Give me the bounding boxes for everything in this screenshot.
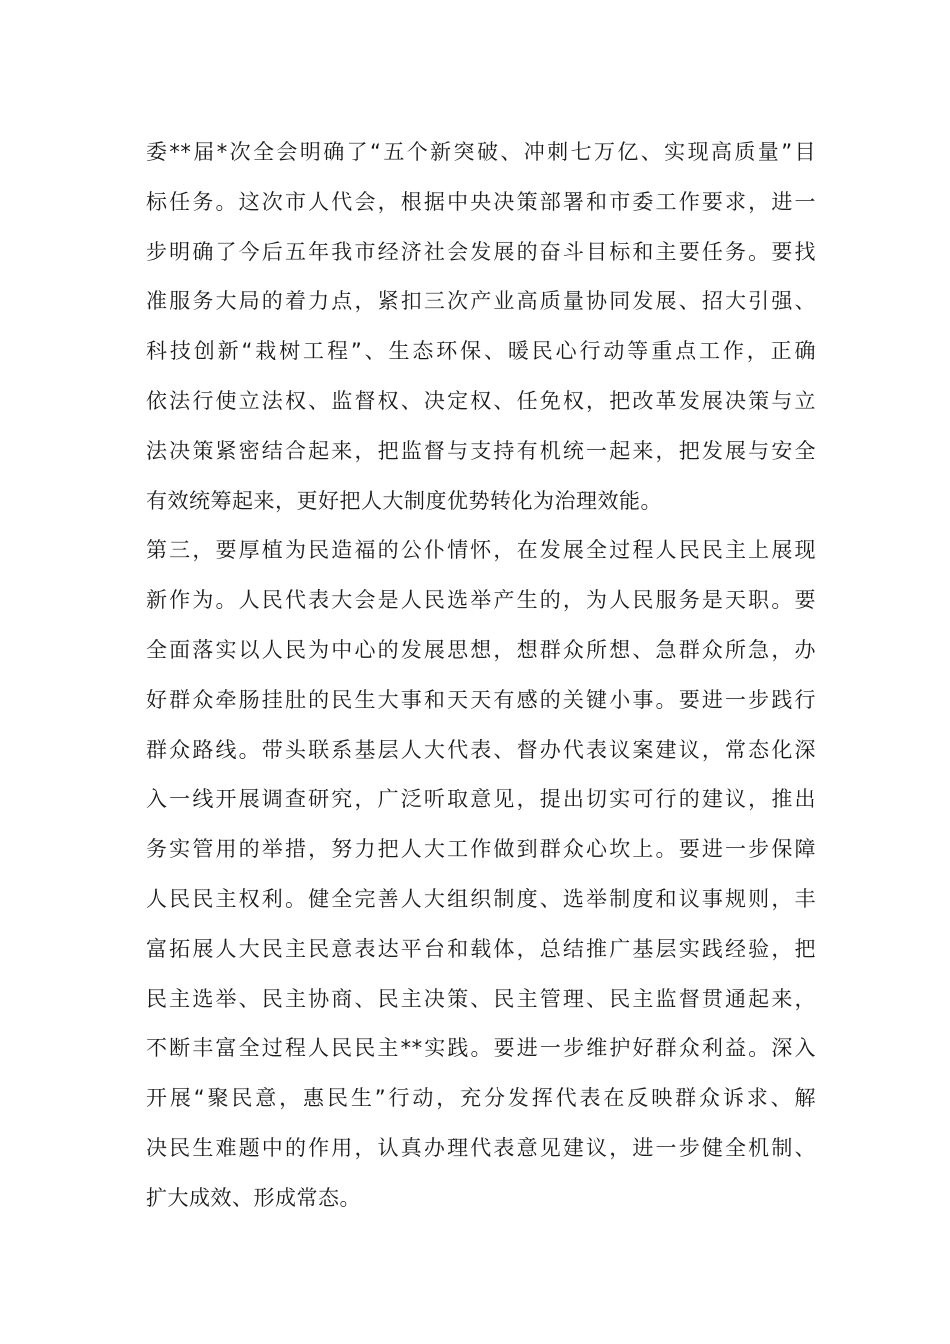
- text-line: 群众路线。带头联系基层人大代表、督办代表议案建议，常态化深: [146, 737, 816, 762]
- paragraph-2: [146, 526, 816, 1223]
- text-line: 准服务大局的着力点，紧扣三次产业高质量协同发展、招大引强、: [146, 289, 816, 314]
- text-line: 决民生难题中的作用，认真办理代表意见建议，进一步健全机制、: [146, 1135, 816, 1160]
- text-line: 不断丰富全过程人民民主**实践。要进一步维护好群众利益。深入: [146, 1036, 816, 1061]
- text-line: 务实管用的举措，努力把人大工作做到群众心坎上。要进一步保障: [146, 837, 816, 862]
- text-line: 全面落实以人民为中心的发展思想，想群众所想、急群众所急，办: [146, 637, 816, 662]
- text-line: 好群众牵肠挂肚的民生大事和天天有感的关键小事。要进一步践行: [146, 687, 816, 712]
- text-line: 扩大成效、形成常态。: [146, 1185, 361, 1210]
- body-text: [146, 128, 816, 1224]
- text-line: 有效统筹起来，更好把人大制度优势转化为治理效能。: [146, 488, 662, 513]
- text-line: 人民民主权利。健全完善人大组织制度、选举制度和议事规则，丰: [146, 886, 816, 911]
- text-line: 第三，要厚植为民造福的公仆情怀，在发展全过程人民民主上展现: [146, 538, 816, 563]
- text-line: 委**届*次全会明确了“五个新突破、冲刺七万亿、实现高质量”目: [146, 140, 816, 164]
- text-line: 入一线开展调查研究，广泛听取意见，提出切实可行的建议，推出: [146, 787, 816, 812]
- text-line: 步明确了今后五年我市经济社会发展的奋斗目标和主要任务。要找: [146, 239, 816, 264]
- text-line: 民主选举、民主协商、民主决策、民主管理、民主监督贯通起来，: [146, 986, 816, 1011]
- text-line: 新作为。人民代表大会是人民选举产生的，为人民服务是天职。要: [146, 588, 816, 613]
- text-line: 标任务。这次市人代会，根据中央决策部署和市委工作要求，进一: [146, 189, 816, 214]
- text-line: 开展“聚民意，惠民生”行动，充分发挥代表在反映群众诉求、解: [146, 1086, 816, 1111]
- text-line: 依法行使立法权、监督权、决定权、任免权，把改革发展决策与立: [146, 388, 816, 413]
- text-line: 科技创新“栽树工程”、生态环保、暖民心行动等重点工作，正确: [146, 339, 816, 364]
- text-line: 富拓展人大民主民意表达平台和载体，总结推广基层实践经验，把: [146, 936, 816, 961]
- paragraph-1: [146, 128, 816, 526]
- text-line: 法决策紧密结合起来，把监督与支持有机统一起来，把发展与安全: [146, 438, 816, 463]
